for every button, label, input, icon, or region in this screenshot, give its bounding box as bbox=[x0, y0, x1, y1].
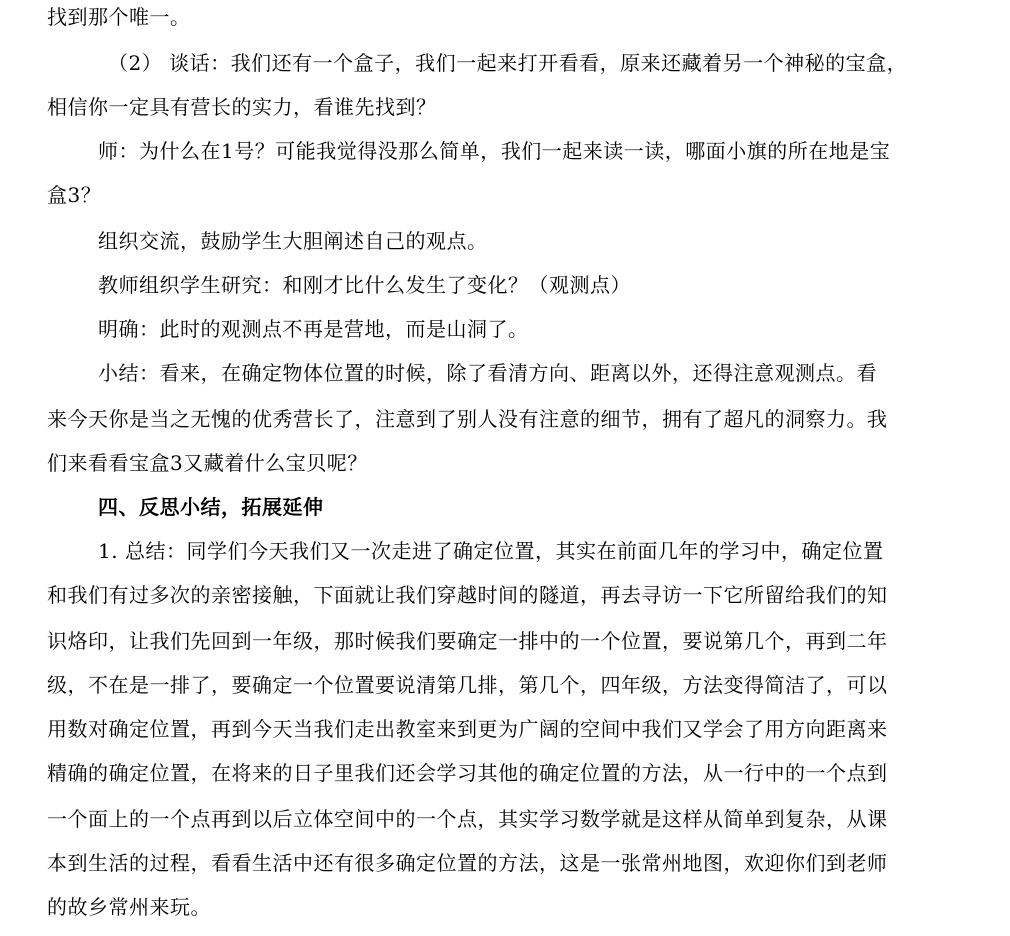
text-line: 级，不在是一排了，要确定一个位置要说清第几排，第几个，四年级，方法变得简洁了，可以 bbox=[47, 673, 888, 697]
text-line: 本到生活的过程，看看生活中还有很多确定位置的方法，这是一张常州地图，欢迎你们到老师 bbox=[47, 851, 888, 875]
text-line: 一个面上的一个点再到以后立体空间中的一个点，其实学习数学就是这样从简单到复杂，从课 bbox=[47, 807, 888, 831]
text-line: 师：为什么在1号？可能我觉得没那么简单，我们一起来读一读，哪面小旗的所在地是宝 bbox=[98, 139, 891, 163]
text-line: （2） 谈话：我们还有一个盒子，我们一起来打开看看，原来还藏着另一个神秘的宝盒， bbox=[108, 51, 908, 75]
text-line: 们来看看宝盒3又藏着什么宝贝呢？ bbox=[47, 451, 368, 475]
text-line: 识烙印，让我们先回到一年级，那时候我们要确定一排中的一个位置，要说第几个，再到二年 bbox=[47, 629, 888, 653]
text-line: 1. 总结：同学们今天我们又一次走进了确定位置，其实在前面几年的学习中，确定位置 bbox=[98, 539, 884, 563]
text-line: 小结：看来，在确定物体位置的时候，除了看清方向、距离以外，还得注意观测点。看 bbox=[98, 361, 877, 385]
section-heading: 四、反思小结，拓展延伸 bbox=[98, 495, 324, 519]
text-line: 用数对确定位置，再到今天当我们走出教室来到更为广阔的空间中我们又学会了用方向距离来 bbox=[47, 717, 888, 741]
text-line: 相信你一定具有营长的实力，看谁先找到？ bbox=[47, 95, 437, 119]
text-line: 来今天你是当之无愧的优秀营长了，注意到了别人没有注意的细节，拥有了超凡的洞察力。我 bbox=[47, 407, 888, 431]
text-line: 盒3？ bbox=[47, 183, 102, 207]
text-line: 教师组织学生研究：和刚才比什么发生了变化？（观测点） bbox=[98, 273, 631, 297]
text-line: 找到那个唯一。 bbox=[47, 5, 191, 29]
text-line: 明确：此时的观测点不再是营地，而是山洞了。 bbox=[98, 317, 529, 341]
text-line: 精确的确定位置，在将来的日子里我们还会学习其他的确定位置的方法，从一行中的一个点到 bbox=[47, 761, 888, 785]
text-line: 和我们有过多次的亲密接触，下面就让我们穿越时间的隧道，再去寻访一下它所留给我们的知 bbox=[47, 583, 888, 607]
text-line: 组织交流，鼓励学生大胆阐述自己的观点。 bbox=[98, 229, 488, 253]
text-line: 的故乡常州来玩。 bbox=[47, 895, 211, 919]
